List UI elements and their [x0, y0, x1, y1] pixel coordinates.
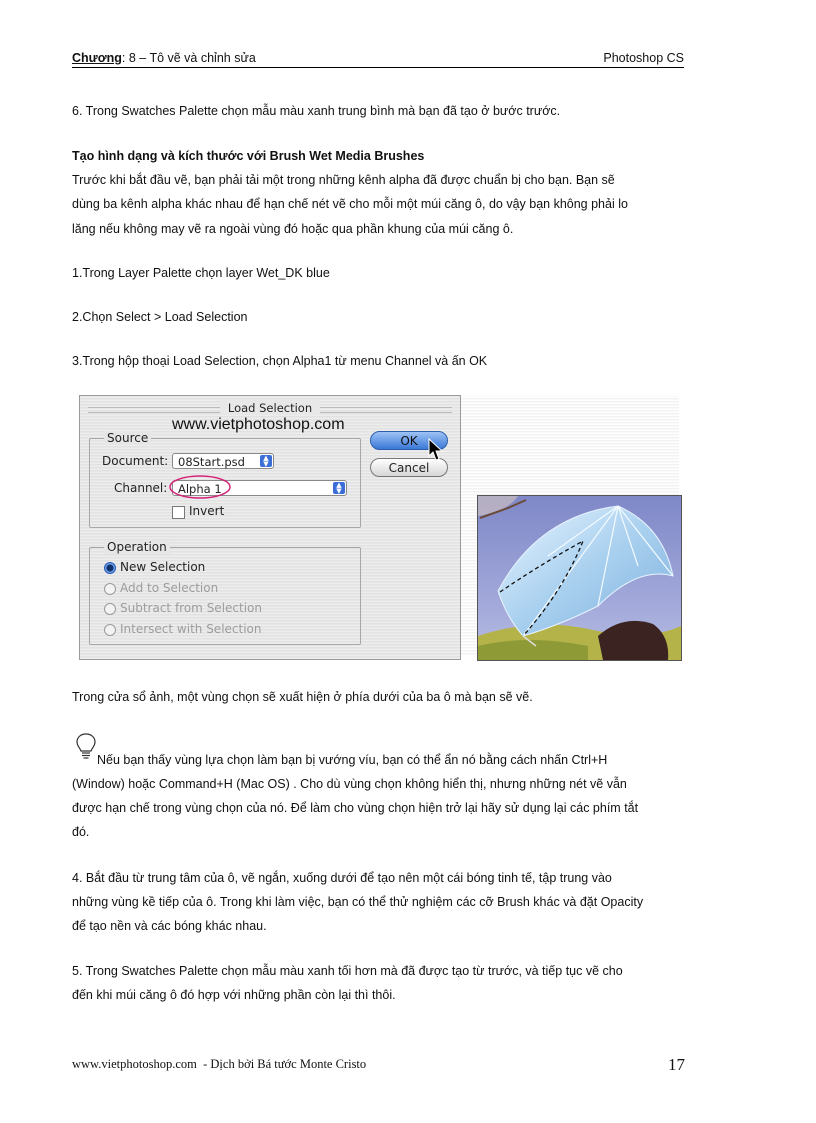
ok-button[interactable]: OK [370, 431, 448, 450]
umbrella-photo [477, 495, 682, 661]
step-6: 6. Trong Swatches Palette chọn mẫu màu xanh trung bình mà bạn đã tạo ở bước trước. [72, 104, 561, 118]
document-select[interactable] [172, 453, 274, 469]
source-label: Source [104, 431, 151, 445]
tip-line-2: (Window) hoặc Command+H (Mac OS) . Cho dù vùng chọn không hiển thị, nhưng những nét vẽ vẫn [72, 777, 627, 791]
section-heading: Tạo hình dạng và kích thước với Brush Wet Media Brushes [72, 149, 425, 163]
option-add-selection: Add to Selection [120, 581, 219, 595]
intro-line-2: dùng ba kênh alpha khác nhau để hạn chế nét vẽ cho mỗi một múi căng ô, do vậy bạn không phải lo [72, 197, 628, 211]
header-title: Photoshop CS [603, 51, 684, 65]
header-chapter: Chương: 8 – Tô vẽ và chỉnh sửa [72, 51, 256, 65]
load-selection-dialog [79, 395, 461, 660]
page-header [72, 51, 684, 68]
invert-checkbox[interactable] [172, 506, 185, 519]
popup-arrows-icon: ▲ ▼ [333, 482, 345, 494]
step-2: 2.Chọn Select > Load Selection [72, 310, 248, 324]
radio-subtract-selection[interactable] [104, 603, 116, 615]
footer-credit: www.vietphotoshop.com - Dịch bởi Bá tước Monte Cristo [72, 1057, 367, 1071]
document-label: Document: [102, 454, 169, 468]
step-5-line-2: đến khi múi căng ô đó hợp với những phần còn lại thì thôi. [72, 988, 396, 1002]
step-5-line-1: 5. Trong Swatches Palette chọn mẫu màu xanh tối hơn mà đã được tạo từ trước, và tiếp tục vẽ cho [72, 964, 623, 978]
option-new-selection: New Selection [120, 560, 206, 574]
tip-line-4: đó. [72, 825, 90, 839]
step-4-line-1: 4. Bắt đầu từ trung tâm của ô, vẽ ngắn, xuống dưới để tạo nên một cái bóng tinh tế, tập trung vào [72, 871, 612, 885]
radio-intersect-selection[interactable] [104, 624, 116, 636]
option-subtract-selection: Subtract from Selection [120, 601, 262, 615]
step-1: 1.Trong Layer Palette chọn layer Wet_DK blue [72, 266, 330, 280]
document-value: 08Start.psd [178, 455, 245, 469]
after-image-text: Trong cửa sổ ảnh, một vùng chọn sẽ xuất hiện ở phía dưới của ba ô mà bạn sẽ vẽ. [72, 690, 533, 704]
mouse-cursor-icon [428, 438, 444, 462]
step-4-line-2: những vùng kề tiếp của ô. Trong khi làm việc, bạn có thể thử nghiệm các cỡ Brush khác và đặt Opacity [72, 895, 644, 909]
channel-value: Alpha 1 [178, 482, 222, 496]
option-intersect-selection: Intersect with Selection [120, 622, 262, 636]
page-number: 17 [668, 1055, 685, 1074]
dialog-title: Load Selection [227, 401, 313, 415]
watermark: www.vietphotoshop.com [172, 416, 345, 433]
operation-label: Operation [104, 540, 170, 554]
lightbulb-icon [76, 733, 96, 759]
umbrella-illustration [478, 496, 681, 660]
cancel-button[interactable]: Cancel [370, 458, 448, 477]
step-4-line-3: để tạo nền và các bóng khác nhau. [72, 919, 267, 933]
radio-add-selection[interactable] [104, 583, 116, 595]
step-3: 3.Trong hộp thoại Load Selection, chọn Alpha1 từ menu Channel và ấn OK [72, 354, 488, 368]
highlight-circle [168, 473, 232, 501]
popup-arrows-icon: ▲ ▼ [260, 455, 272, 467]
intro-line-3: lăng nếu không may vẽ ra ngoài vùng đó hoặc qua phần khung của múi căng ô. [72, 222, 514, 236]
channel-label: Channel: [114, 481, 168, 495]
tip-line-3: được hạn chế trong vùng chọn của nó. Để làm cho vùng chọn hiện trở lại hãy sử dụng lại các phím tắt [72, 801, 639, 815]
radio-new-selection[interactable] [104, 562, 116, 574]
intro-line-1: Trước khi bắt đầu vẽ, bạn phải tải một trong những kênh alpha đã được chuẩn bị cho bạn. Bạn sẽ [72, 173, 615, 187]
tip-line-1: Nếu bạn thấy vùng lựa chọn làm bạn bị vướng víu, bạn có thể ẩn nó bằng cách nhấn Ctrl+H [97, 753, 608, 767]
invert-label: Invert [189, 504, 225, 518]
